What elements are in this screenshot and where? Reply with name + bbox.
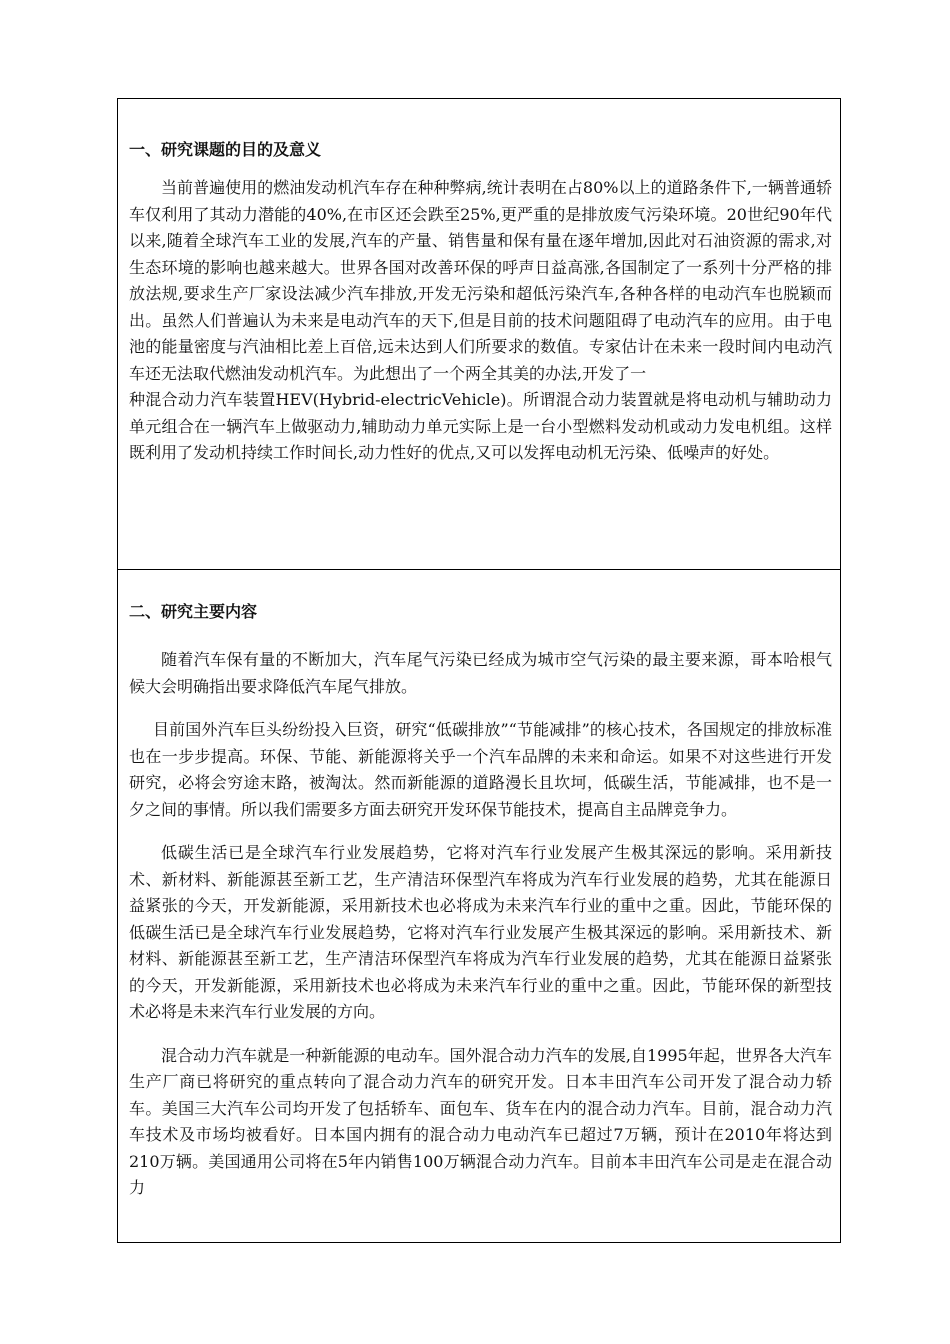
section-content bbox=[129, 601, 832, 1202]
section-purpose bbox=[129, 139, 832, 467]
paragraph: 低碳生活已是全球汽车行业发展趋势，它将对汽车行业发展产生极其深远的影响。采用新技术、新材料、新能源甚至新工艺，生产清洁环保型汽车将成为汽车行业发展的趋势，尤其在能源日益紧张的今天，开发新能源，采用新技术也必将成为未来汽车行业的重中之重。因此，节能环保的低碳生活已是全球汽车行业发展趋势，它将对汽车行业发展产生极其深远的影响。采用新技术、新材料、新能源甚至新工艺，生产清洁环保型汽车将成为汽车行业发展的趋势，尤其在能源日益紧张的今天，开发新能源，采用新技术也必将成为未来汽车行业的重中之重。因此，节能环保的新型技术必将是未来汽车行业发展的方向。 bbox=[129, 843, 832, 1021]
paragraph: 当前普遍使用的燃油发动机汽车存在种种弊病,统计表明在占80%以上的道路条件下,一辆普通轿车仅利用了其动力潜能的40%,在市区还会跌至25%,更严重的是排放废气污染环境。20世纪90年代以来,随着全球汽车工业的发展,汽车的产量、销售量和保有量在逐年增加,因此对石油资源的需求,对生态环境的影响也越来越大。世界各国对改善环保的呼声日益高涨,各国制定了一系列十分严格的排放法规,要求生产厂家设法减少汽车排放,开发无污染和超低污染汽车,各种各样的电动汽车也脱颖而出。虽然人们普遍认为未来是电动汽车的天下,但是目前的技术问题阻碍了电动汽车的应用。由于电池的能量密度与汽油相比差上百倍,远未达到人们所要求的数值。专家估计在未来一段时间内电动汽车还无法取代燃油发动机汽车。为此想出了一个两全其美的办法,开发了一 bbox=[129, 178, 832, 383]
paragraph: 随着汽车保有量的不断加大，汽车尾气污染已经成为城市空气污染的最主要来源，哥本哈根气候大会明确指出要求降低汽车尾气排放。 bbox=[129, 650, 832, 696]
document-table bbox=[117, 98, 841, 1243]
table-divider bbox=[118, 569, 840, 570]
section-heading: 二、研究主要内容 bbox=[129, 602, 258, 621]
section-heading: 一、研究课题的目的及意义 bbox=[129, 140, 322, 159]
paragraph: 混合动力汽车就是一种新能源的电动车。国外混合动力汽车的发展,自1995年起，世界各大汽车生产厂商已将研究的重点转向了混合动力汽车的研究开发。日本丰田汽车公司开发了混合动力轿车。美国三大汽车公司均开发了包括轿车、面包车、货车在内的混合动力汽车。目前，混合动力汽车技术及市场均被看好。日本国内拥有的混合动力电动汽车已超过7万辆，预计在2010年将达到210万辆。美国通用公司将在5年内销售100万辆混合动力汽车。目前本丰田汽车公司是走在混合动力 bbox=[129, 1045, 832, 1197]
paragraph: 种混合动力汽车装置HEV(Hybrid-electricVehicle)。所谓混合动力装置就是将电动机与辅助动力单元组合在一辆汽车上做驱动力,辅助动力单元实际上是一台小型燃料发动机或动力发电机组。这样既利用了发动机持续工作时间长,动力性好的优点,又可以发挥电动机无污染、低噪声的好处。 bbox=[129, 390, 832, 462]
paragraph: 目前国外汽车巨头纷纷投入巨资，研究“低碳排放”“节能减排”的核心技术，各国规定的排放标准也在一步步提高。环保、节能、新能源将关乎一个汽车品牌的未来和命运。如果不对这些进行开发研究，必将会穷途末路，被淘汰。然而新能源的道路漫长且坎坷，低碳生活，节能减排，也不是一夕之间的事情。所以我们需要多方面去研究开发环保节能技术，提高自主品牌竞争力。 bbox=[129, 720, 832, 819]
